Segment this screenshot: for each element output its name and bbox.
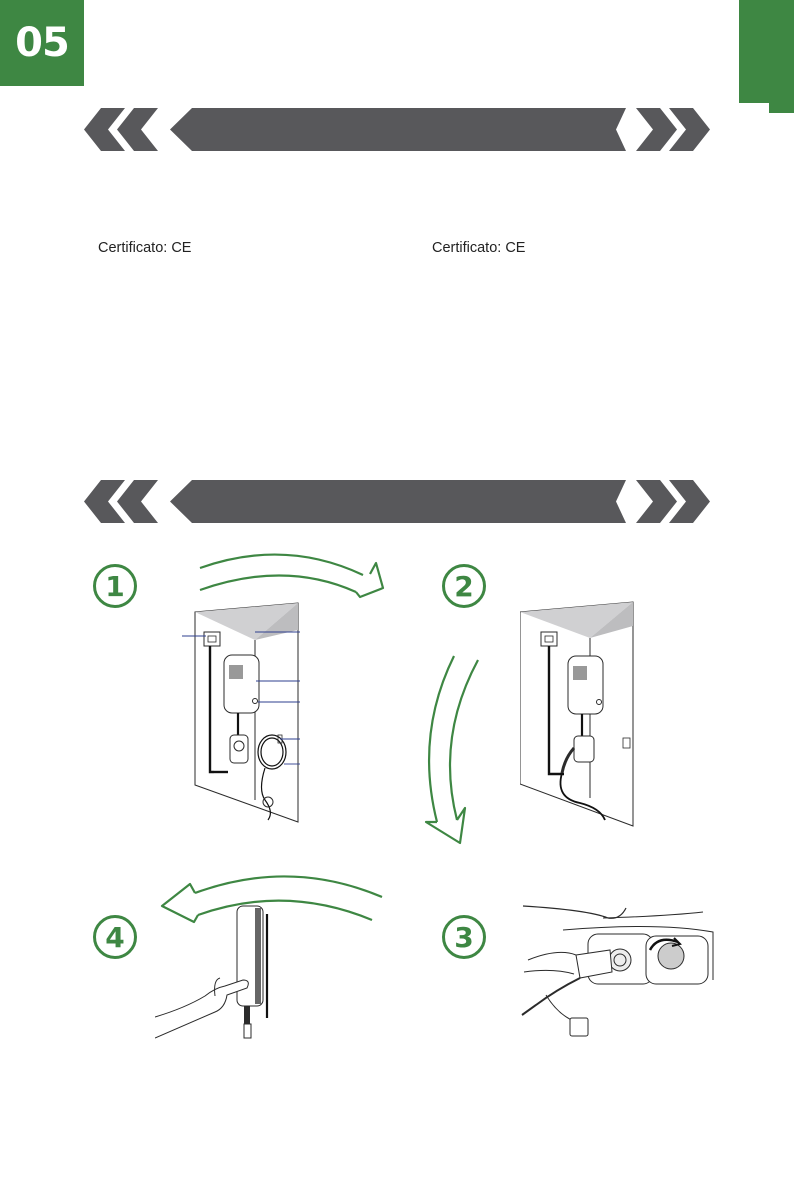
curved-arrow-icon [195,876,382,897]
section-tab [739,0,794,113]
charging-port-illustration [508,900,718,1040]
step-1-badge [92,563,138,609]
page-number: 05 [15,20,69,66]
certification-left: Certificato: CE [98,240,192,256]
step-4-badge [92,914,138,960]
curved-arrow-icon [200,555,363,575]
certification-right: Certificato: CE [432,240,526,256]
page-number-badge [0,0,84,86]
curved-arrow-icon [429,656,454,822]
wall-charger-illustration-step2 [520,598,640,828]
step-1-number: 1 [105,570,125,603]
wall-charger-illustration-step1 [170,600,320,830]
step-2-number: 2 [454,570,474,603]
step-3-badge [441,914,487,960]
step-3-number: 3 [454,921,474,954]
step-2-badge [441,563,487,609]
section-banner-installation [84,480,710,523]
section-banner-specs [84,108,710,151]
hand-press-illustration [155,900,275,1050]
step-4-number: 4 [105,921,125,954]
